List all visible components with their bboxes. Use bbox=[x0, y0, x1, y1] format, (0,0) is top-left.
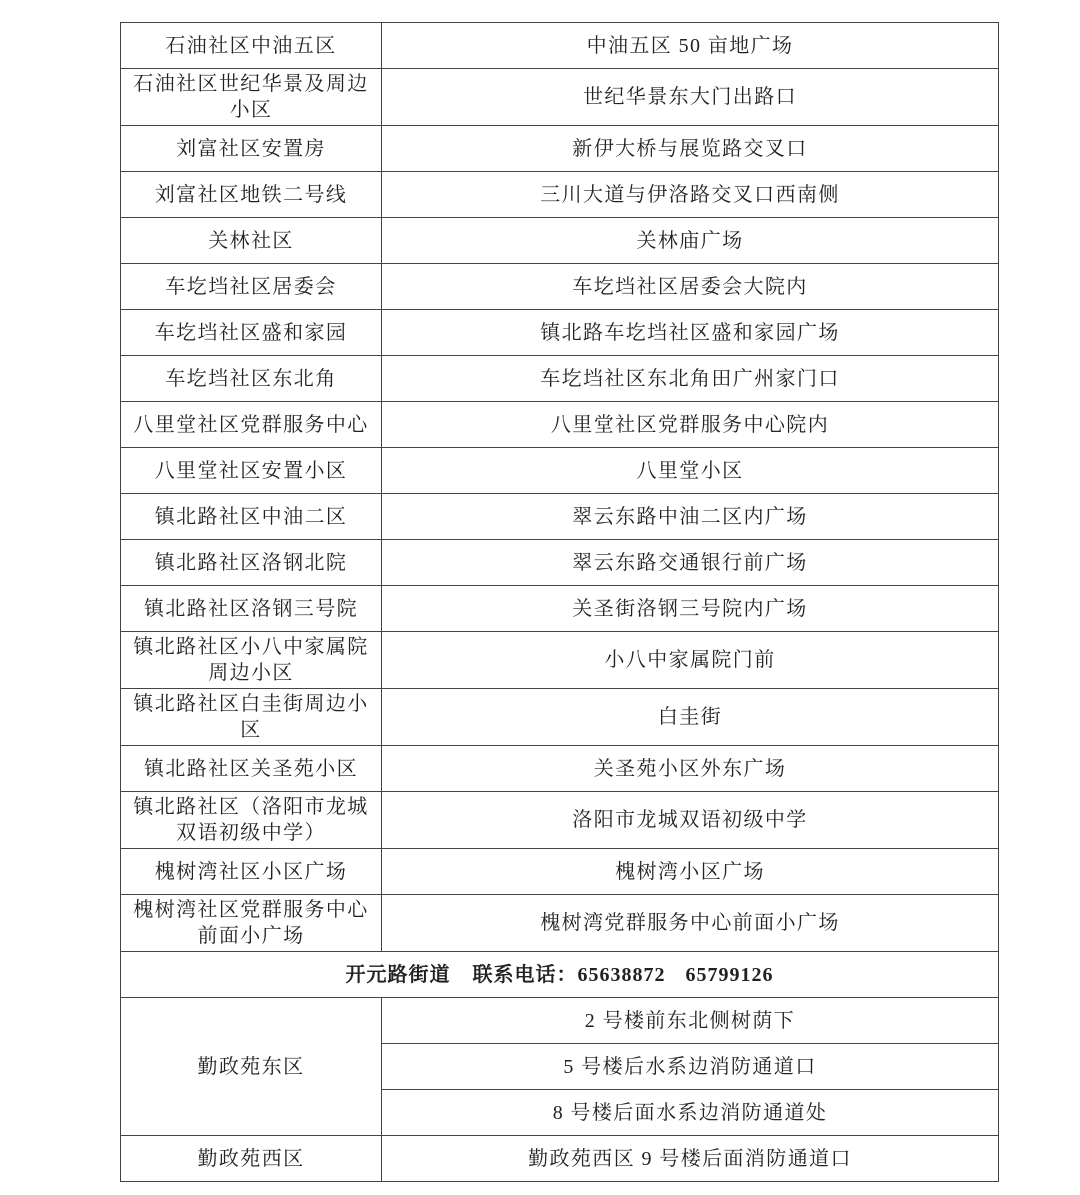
location-cell: 白圭街 bbox=[382, 689, 999, 746]
location-cell: 中油五区 50 亩地广场 bbox=[382, 23, 999, 69]
location-cell: 8 号楼后面水系边消防通道处 bbox=[382, 1090, 999, 1136]
location-cell: 5 号楼后水系边消防通道口 bbox=[382, 1044, 999, 1090]
place-cell: 石油社区中油五区 bbox=[121, 23, 382, 69]
place-cell: 镇北路社区洛钢北院 bbox=[121, 540, 382, 586]
location-cell: 槐树湾党群服务中心前面小广场 bbox=[382, 895, 999, 952]
place-cell: 关林社区 bbox=[121, 218, 382, 264]
phone-label: 联系电话： bbox=[472, 963, 578, 986]
section-header-row bbox=[121, 952, 999, 998]
street-name: 开元路街道 bbox=[345, 963, 451, 986]
place-cell: 镇北路社区关圣苑小区 bbox=[121, 746, 382, 792]
table-row bbox=[121, 69, 999, 126]
table-row bbox=[121, 218, 999, 264]
place-cell: 槐树湾社区党群服务中心前面小广场 bbox=[121, 895, 382, 952]
location-cell: 三川大道与伊洛路交叉口西南侧 bbox=[382, 172, 999, 218]
table-row bbox=[121, 586, 999, 632]
phone-number: 65799126 bbox=[685, 963, 774, 986]
section-header-cell bbox=[121, 952, 999, 998]
table-row bbox=[121, 310, 999, 356]
table-row bbox=[121, 264, 999, 310]
table-row bbox=[121, 448, 999, 494]
place-cell: 槐树湾社区小区广场 bbox=[121, 849, 382, 895]
place-cell: 镇北路社区小八中家属院周边小区 bbox=[121, 632, 382, 689]
location-cell: 关林庙广场 bbox=[382, 218, 999, 264]
table-row bbox=[121, 540, 999, 586]
location-cell: 车圪垱社区东北角田广州家门口 bbox=[382, 356, 999, 402]
table-row bbox=[121, 126, 999, 172]
location-cell: 八里堂小区 bbox=[382, 448, 999, 494]
place-cell: 勤政苑西区 bbox=[121, 1136, 382, 1182]
table-row bbox=[121, 746, 999, 792]
place-cell: 镇北路社区洛钢三号院 bbox=[121, 586, 382, 632]
location-cell: 关圣街洛钢三号院内广场 bbox=[382, 586, 999, 632]
table-row bbox=[121, 792, 999, 849]
phone-number: 65638872 bbox=[577, 963, 666, 986]
location-cell: 新伊大桥与展览路交叉口 bbox=[382, 126, 999, 172]
table-row bbox=[121, 356, 999, 402]
table-row bbox=[121, 849, 999, 895]
table-row bbox=[121, 895, 999, 952]
place-cell: 八里堂社区党群服务中心 bbox=[121, 402, 382, 448]
location-cell: 世纪华景东大门出路口 bbox=[382, 69, 999, 126]
place-cell: 车圪垱社区东北角 bbox=[121, 356, 382, 402]
place-cell: 镇北路社区（洛阳市龙城双语初级中学） bbox=[121, 792, 382, 849]
location-cell: 槐树湾小区广场 bbox=[382, 849, 999, 895]
place-cell: 刘富社区地铁二号线 bbox=[121, 172, 382, 218]
table-row bbox=[121, 23, 999, 69]
location-cell: 洛阳市龙城双语初级中学 bbox=[382, 792, 999, 849]
place-cell: 刘富社区安置房 bbox=[121, 126, 382, 172]
place-cell: 车圪垱社区居委会 bbox=[121, 264, 382, 310]
location-cell: 翠云东路交通银行前广场 bbox=[382, 540, 999, 586]
location-table bbox=[120, 22, 999, 1182]
place-cell: 镇北路社区中油二区 bbox=[121, 494, 382, 540]
table-row bbox=[121, 689, 999, 746]
location-cell: 关圣苑小区外东广场 bbox=[382, 746, 999, 792]
place-cell: 勤政苑东区 bbox=[121, 998, 382, 1136]
location-cell: 2 号楼前东北侧树荫下 bbox=[382, 998, 999, 1044]
table-row bbox=[121, 998, 999, 1044]
table-row bbox=[121, 172, 999, 218]
location-cell: 勤政苑西区 9 号楼后面消防通道口 bbox=[382, 1136, 999, 1182]
place-cell: 镇北路社区白圭街周边小区 bbox=[121, 689, 382, 746]
table-row bbox=[121, 1136, 999, 1182]
place-cell: 八里堂社区安置小区 bbox=[121, 448, 382, 494]
table-row bbox=[121, 632, 999, 689]
table-row bbox=[121, 494, 999, 540]
place-cell: 车圪垱社区盛和家园 bbox=[121, 310, 382, 356]
location-cell: 小八中家属院门前 bbox=[382, 632, 999, 689]
location-cell: 镇北路车圪垱社区盛和家园广场 bbox=[382, 310, 999, 356]
location-cell: 翠云东路中油二区内广场 bbox=[382, 494, 999, 540]
location-cell: 八里堂社区党群服务中心院内 bbox=[382, 402, 999, 448]
table-row bbox=[121, 402, 999, 448]
location-cell: 车圪垱社区居委会大院内 bbox=[382, 264, 999, 310]
place-cell: 石油社区世纪华景及周边小区 bbox=[121, 69, 382, 126]
